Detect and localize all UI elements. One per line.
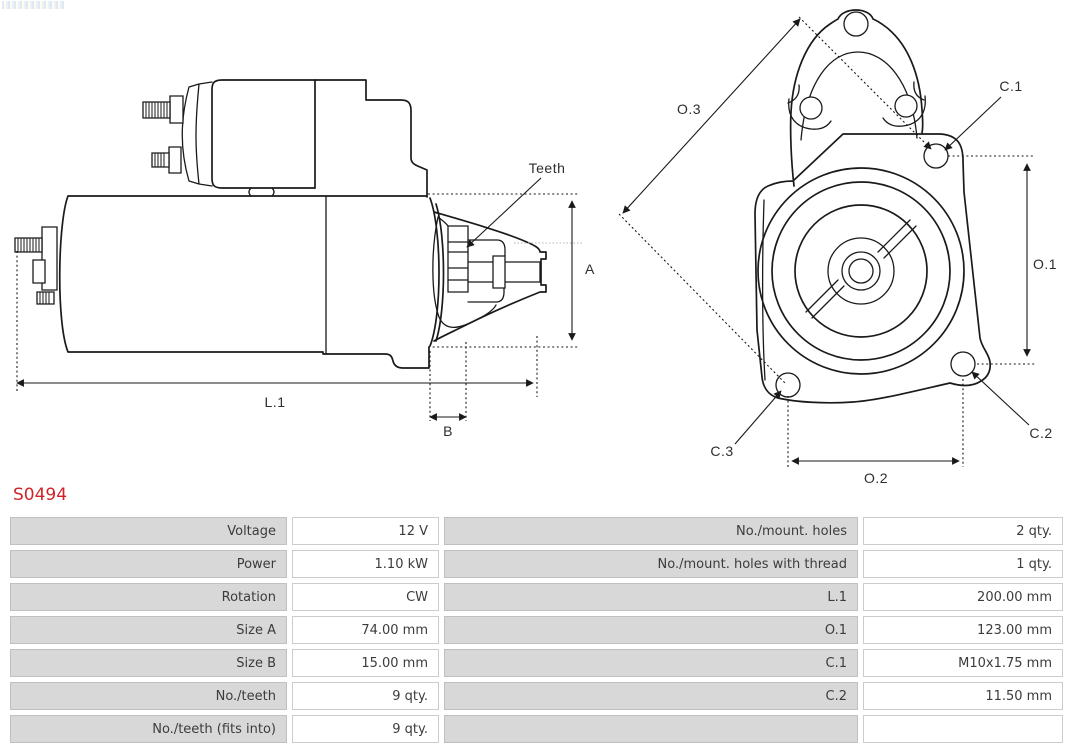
spec-value-cell: CW (292, 583, 439, 611)
dim-b-label: B (443, 423, 453, 439)
dim-c3-label: C.3 (710, 443, 734, 459)
spec-label-cell: Rotation (10, 583, 287, 611)
spec-value-cell: 12 V (292, 517, 439, 545)
top-center-hole (844, 12, 868, 36)
spec-value-cell: 15.00 mm (292, 649, 439, 677)
spec-label-cell: No./teeth (fits into) (10, 715, 287, 743)
drive-housing-outline (315, 80, 427, 197)
spec-label-cell: No./mount. holes (444, 517, 858, 545)
dim-b-extension-lines (430, 342, 466, 421)
dim-o3-label: O.3 (676, 101, 702, 117)
spec-label-cell: No./mount. holes with thread (444, 550, 858, 578)
rear-block (33, 260, 45, 283)
solenoid-body (212, 80, 315, 188)
terminal-nut-2 (169, 147, 181, 173)
dim-c1-pointer (945, 97, 1001, 150)
spec-label-cell: L.1 (444, 583, 858, 611)
flange-inner-edge (763, 200, 765, 380)
spec-value-cell: 123.00 mm (863, 616, 1063, 644)
circle-hub (828, 238, 894, 304)
solenoid-bracket (249, 188, 274, 196)
dim-o1-label: O.1 (1033, 256, 1058, 272)
starter-front-view (619, 10, 1057, 486)
spec-label-cell: No./teeth (10, 682, 287, 710)
starter-side-view (15, 80, 595, 439)
spec-value-cell: 1.10 kW (292, 550, 439, 578)
spec-table (10, 517, 1063, 743)
spec-value-cell: 74.00 mm (292, 616, 439, 644)
circle-2 (772, 182, 950, 360)
shaft-collar (493, 256, 505, 288)
mount-hole-c2 (951, 352, 975, 376)
spec-label-cell: Size B (10, 649, 287, 677)
circle-outer (758, 168, 964, 374)
dim-o1-extension-lines (948, 156, 1035, 364)
solenoid-cap-bands (182, 82, 212, 186)
spec-value-cell: 2 qty. (863, 517, 1063, 545)
terminal-nut-1 (170, 96, 183, 123)
circle-3 (795, 205, 927, 337)
dim-o2-label: O.2 (863, 470, 889, 486)
spec-value-cell: M10x1.75 mm (863, 649, 1063, 677)
mount-hole-c1 (924, 144, 948, 168)
teeth-pointer-line (467, 178, 541, 247)
upper-right-hole (895, 95, 917, 117)
spec-label-cell (444, 715, 858, 743)
spec-label-cell: Voltage (10, 517, 287, 545)
upper-left-hole (800, 97, 822, 119)
spec-label-cell: O.1 (444, 616, 858, 644)
dim-l1-label: L.1 (264, 394, 286, 410)
terminal-stud-1 (143, 102, 170, 118)
rear-stud (15, 238, 42, 252)
dim-c2-label: C.2 (1029, 425, 1053, 441)
part-number: S0494 (13, 485, 68, 505)
spec-value-cell: 11.50 mm (863, 682, 1063, 710)
circle-shaft (849, 259, 873, 283)
spec-label-cell: C.2 (444, 682, 858, 710)
dim-a-label: A (585, 261, 595, 277)
dim-c1-label: C.1 (999, 78, 1023, 94)
spec-value-cell: 9 qty. (292, 715, 439, 743)
dim-c2-pointer (972, 372, 1029, 425)
pinion-gear (448, 226, 468, 292)
spec-value-cell: 1 qty. (863, 550, 1063, 578)
teeth-label: Teeth (528, 160, 566, 176)
spec-label-cell: Power (10, 550, 287, 578)
hub-slot-lines (806, 220, 916, 318)
body-outline (60, 196, 429, 368)
spec-label-cell: Size A (10, 616, 287, 644)
spec-label-cell: C.1 (444, 649, 858, 677)
circle-shaft-outer (842, 252, 880, 290)
spec-value-cell: 200.00 mm (863, 583, 1063, 611)
spec-value-cell: 9 qty. (292, 682, 439, 710)
dim-c3-pointer (735, 391, 781, 444)
spec-value-cell (863, 715, 1063, 743)
dim-o2-extension-lines (788, 379, 963, 467)
